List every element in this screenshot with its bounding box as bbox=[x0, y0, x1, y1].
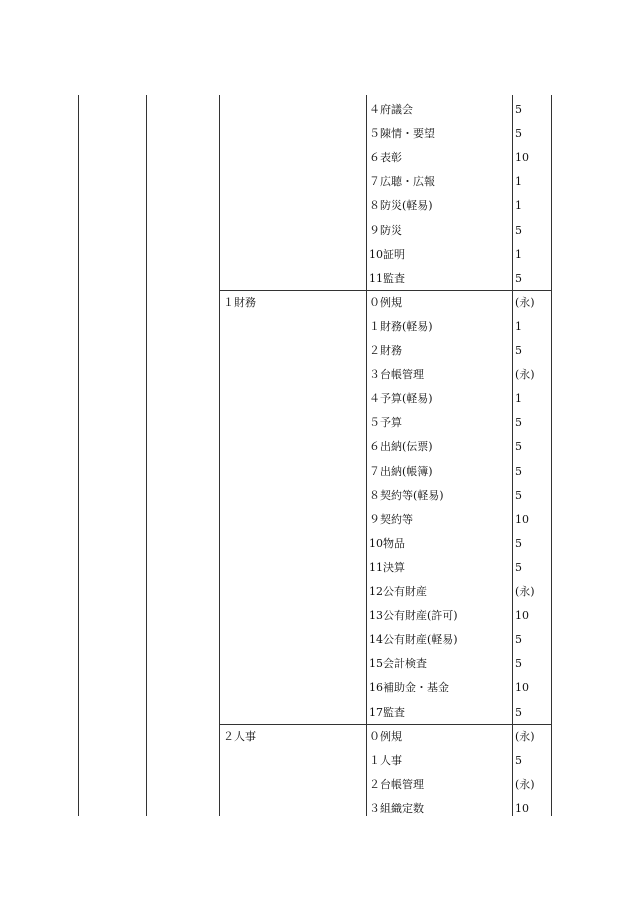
retention-period-cell: 5 bbox=[515, 103, 522, 116]
item-cell: ３組織定数 bbox=[369, 802, 424, 815]
retention-period-cell: 1 bbox=[515, 199, 522, 212]
retention-period-cell: 5 bbox=[515, 754, 522, 767]
retention-period-cell: 5 bbox=[515, 465, 522, 478]
retention-period-cell: 5 bbox=[515, 706, 522, 719]
item-cell: 11決算 bbox=[369, 561, 405, 574]
retention-period-cell: 10 bbox=[515, 802, 529, 815]
retention-period-cell: 10 bbox=[515, 513, 529, 526]
item-cell: ２台帳管理 bbox=[369, 778, 424, 791]
item-cell: 12公有財産 bbox=[369, 585, 427, 598]
column-rule-3 bbox=[219, 95, 220, 816]
item-cell: ８防災(軽易) bbox=[369, 199, 433, 212]
item-cell: １財務(軽易) bbox=[369, 320, 433, 333]
retention-period-cell: 5 bbox=[515, 224, 522, 237]
retention-period-cell: (永) bbox=[515, 585, 535, 598]
retention-period-cell: 5 bbox=[515, 272, 522, 285]
item-cell: 15会計検査 bbox=[369, 657, 427, 670]
retention-period-cell: 5 bbox=[515, 127, 522, 140]
group-label: ２人事 bbox=[223, 730, 256, 743]
group-label: １財務 bbox=[223, 296, 256, 309]
item-cell: 11監査 bbox=[369, 272, 405, 285]
retention-period-cell: 10 bbox=[515, 609, 529, 622]
group-divider bbox=[219, 290, 551, 291]
item-cell: 13公有財産(許可) bbox=[369, 609, 458, 622]
retention-period-cell: (永) bbox=[515, 296, 535, 309]
retention-period-cell: 1 bbox=[515, 175, 522, 188]
column-rule-6 bbox=[551, 95, 552, 816]
retention-period-cell: (永) bbox=[515, 778, 535, 791]
item-cell: 17監査 bbox=[369, 706, 405, 719]
retention-period-cell: (永) bbox=[515, 368, 535, 381]
retention-period-cell: 5 bbox=[515, 537, 522, 550]
item-cell: ４府議会 bbox=[369, 103, 413, 116]
item-cell: ９契約等 bbox=[369, 513, 413, 526]
retention-period-cell: 10 bbox=[515, 151, 529, 164]
retention-period-cell: 5 bbox=[515, 344, 522, 357]
item-cell: ８契約等(軽易) bbox=[369, 489, 444, 502]
item-cell: 16補助金・基金 bbox=[369, 681, 449, 694]
item-cell: ４予算(軽易) bbox=[369, 392, 433, 405]
item-cell: ２財務 bbox=[369, 344, 402, 357]
item-cell: １人事 bbox=[369, 754, 402, 767]
retention-period-cell: (永) bbox=[515, 730, 535, 743]
retention-period-cell: 5 bbox=[515, 561, 522, 574]
item-cell: ０例規 bbox=[369, 730, 402, 743]
item-cell: ０例規 bbox=[369, 296, 402, 309]
item-cell: 14公有財産(軽易) bbox=[369, 633, 458, 646]
group-divider bbox=[219, 724, 551, 725]
column-rule-5 bbox=[512, 95, 513, 816]
item-cell: ７出納(帳簿) bbox=[369, 465, 433, 478]
item-cell: ６出納(伝票) bbox=[369, 440, 433, 453]
retention-period-cell: 1 bbox=[515, 248, 522, 261]
column-rule-1 bbox=[78, 95, 79, 816]
item-cell: ７広聴・広報 bbox=[369, 175, 435, 188]
item-cell: ９防災 bbox=[369, 224, 402, 237]
retention-period-cell: 1 bbox=[515, 320, 522, 333]
item-cell: ３台帳管理 bbox=[369, 368, 424, 381]
retention-period-cell: 5 bbox=[515, 416, 522, 429]
retention-period-cell: 5 bbox=[515, 489, 522, 502]
retention-period-cell: 1 bbox=[515, 392, 522, 405]
column-rule-2 bbox=[146, 95, 147, 816]
retention-period-cell: 5 bbox=[515, 633, 522, 646]
retention-period-cell: 5 bbox=[515, 657, 522, 670]
retention-period-cell: 5 bbox=[515, 440, 522, 453]
item-cell: ５陳情・要望 bbox=[369, 127, 435, 140]
item-cell: 10物品 bbox=[369, 537, 405, 550]
item-cell: ５予算 bbox=[369, 416, 402, 429]
item-cell: ６表彰 bbox=[369, 151, 402, 164]
column-rule-4 bbox=[366, 95, 367, 816]
item-cell: 10証明 bbox=[369, 248, 405, 261]
retention-period-cell: 10 bbox=[515, 681, 529, 694]
